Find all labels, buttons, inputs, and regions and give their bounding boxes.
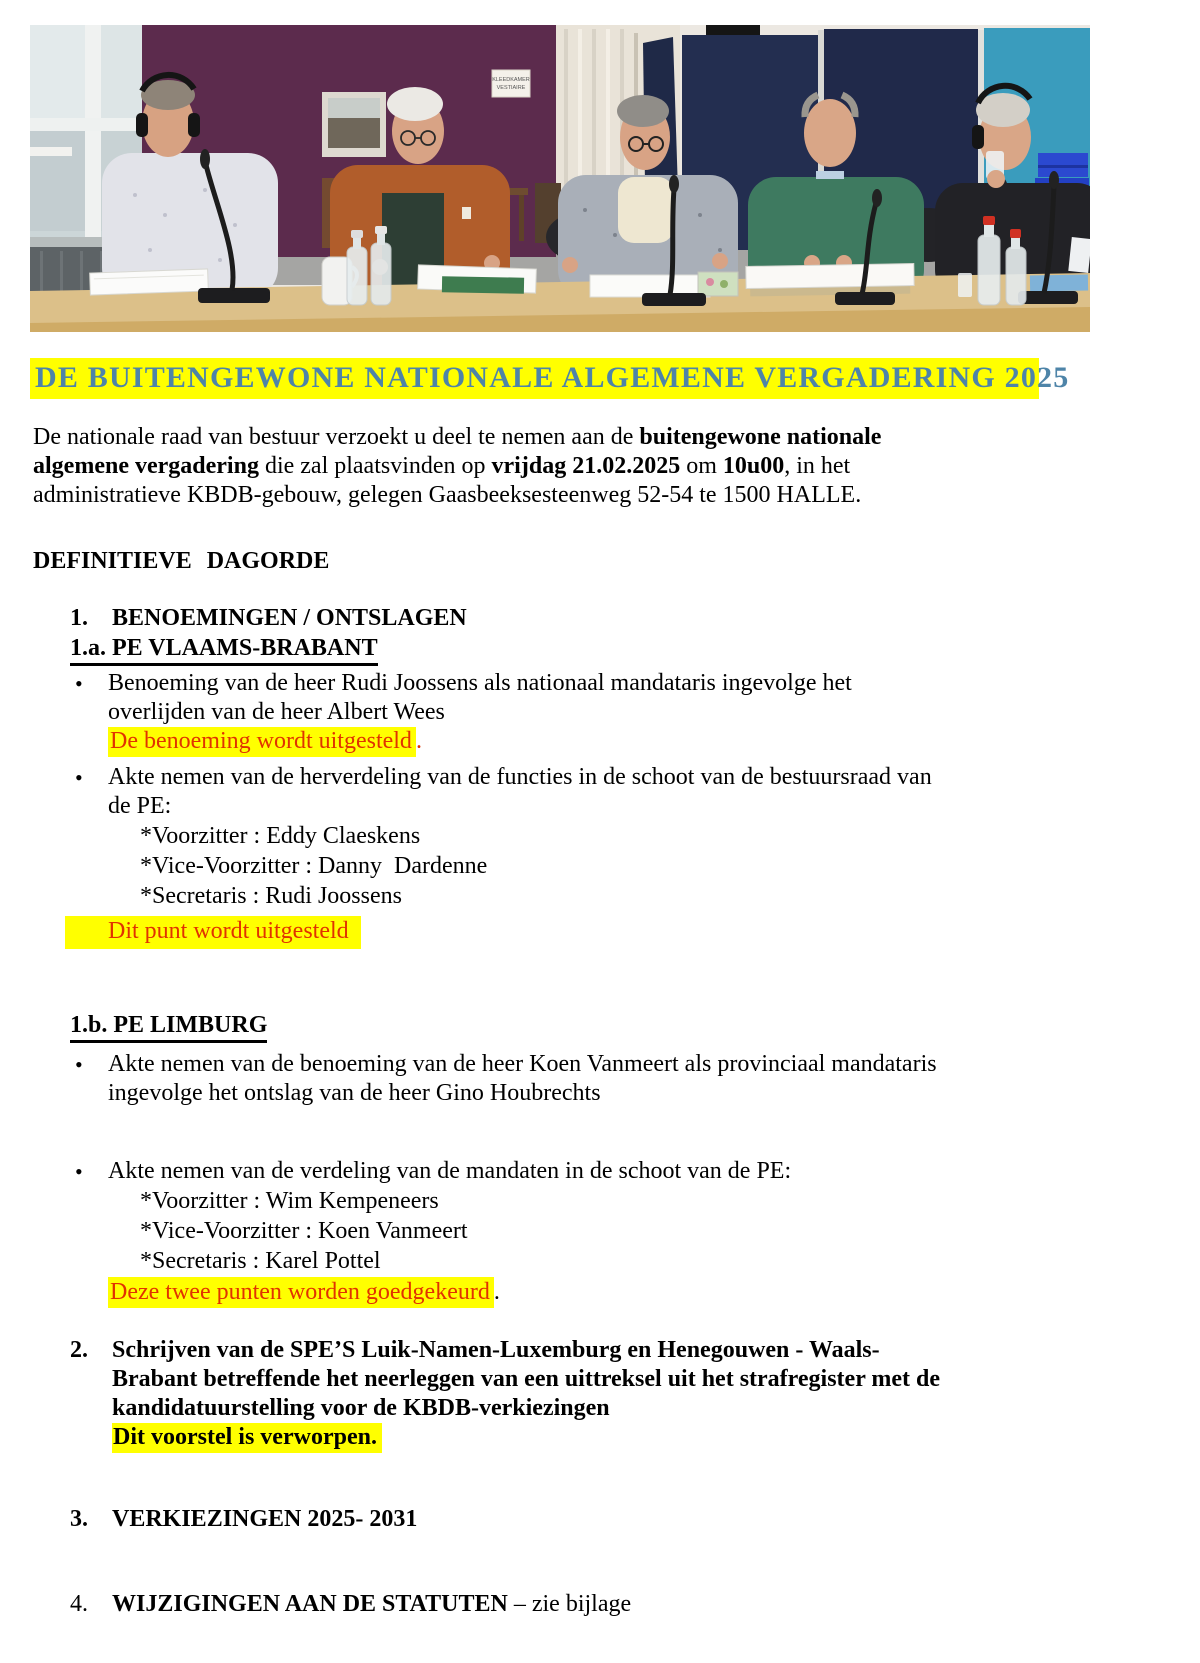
section-heading-1b [70,1011,1170,1043]
item-title: WIJZIGINGEN AAN DE STATUTEN [112,1590,508,1617]
section-heading-1a [70,634,1170,666]
agenda-heading: DEFINITIEVE DAGORDE [33,547,330,574]
intro-line-2 [33,452,1170,481]
agenda-item-2 [70,1336,1170,1453]
decision-highlight-2 [112,1423,940,1453]
decision-text: Dit voorstel is verworpen. [112,1423,382,1453]
intro-text: om [680,452,723,479]
sign-line-1: KLEEDKAMER [492,77,530,83]
agenda-item-1 [70,604,1170,633]
sign-line-2: VESTIAIRE [496,85,526,91]
item-line: Schrijven van de SPE’S Luik-Namen-Luxemburg en Henegouwen - Waals- [112,1336,880,1363]
blue-folder [1030,274,1088,291]
bullet-line: de PE: [108,792,172,819]
intro-line-1 [33,423,1170,452]
decision-highlight-1a [108,727,852,757]
drinking-glass-2 [958,273,972,297]
role-line: *Voorzitter : Wim Kempeneers [140,1187,439,1214]
intro-text: , in het [784,452,851,479]
laptop [1068,237,1090,273]
meeting-date: vrijdag 21.02.2025 [491,452,681,479]
item-number: 4. [70,1590,88,1617]
agenda-item-3 [70,1505,1170,1534]
papers-4 [746,264,914,297]
role-line: *Secretaris : Rudi Joossens [140,882,402,909]
bullet-text [108,1050,937,1108]
bullet-line: ingevolge het ontslag van de heer Gino Houbrechts [108,1079,601,1106]
cloakroom-sign [492,70,530,97]
bullet-icon: • [75,670,83,696]
bullet-text [108,1157,791,1186]
section-heading-text: 1.a. PE VLAAMS-BRABANT [70,634,378,666]
decision-highlight-1b [108,1277,1170,1308]
role-line: *Vice-Voorzitter : Danny Dardenne [140,852,488,879]
item-line: Brabant betreffende het neerleggen van een uittreksel uit het strafregister met de [112,1365,941,1392]
item-text [112,1590,631,1619]
intro-line-3 [33,481,1170,510]
meeting-photo [30,25,1090,332]
item-title: VERKIEZINGEN 2025- 2031 [112,1505,418,1532]
role-line: *Vice-Voorzitter : Koen Vanmeert [140,1217,468,1244]
role-list-1a [140,821,1170,911]
decision-period: . [415,727,422,754]
bullet-item [75,1157,1170,1186]
decision-text: Deze twee punten worden goedgekeurd [108,1277,494,1308]
decision-text: De benoeming wordt uitgesteld [108,727,416,757]
role-line: *Secretaris : Karel Pottel [140,1247,381,1274]
bullet-item [75,763,1170,821]
meeting-address: administratieve KBDB-gebouw, gelegen Gaasbeeksesteenweg 52-54 te 1500 HALLE. [33,481,862,508]
bullet-item [75,669,1170,757]
bullet-line: Benoeming van de heer Rudi Joossens als nationaal mandataris ingevolge het [108,669,852,696]
intro-text: De nationale raad van bestuur verzoekt u deel te nemen aan de [33,423,640,450]
green-folder [442,276,524,293]
decision-text: Dit punt wordt uitgesteld [65,916,361,949]
role-line: *Voorzitter : Eddy Claeskens [140,822,421,849]
decision-period: . [493,1278,500,1305]
bullet-line: Akte nemen van de verdeling van de mandaten in de schoot van de PE: [108,1157,792,1184]
bullet-line: Akte nemen van de herverdeling van de functies in de schoot van de bestuursraad van [108,763,932,790]
page-title: DE BUITENGEWONE NATIONALE ALGEMENE VERGADERING 2025 [30,358,1039,399]
intro-text: die zal plaatsvinden op [258,452,492,479]
bullet-icon: • [75,764,83,790]
item-suffix: – zie bijlage [507,1590,632,1617]
picture-frame [322,92,386,157]
intro-paragraph [33,423,1170,510]
item-text [112,1336,940,1453]
bullet-line: overlijden van de heer Albert Wees [108,698,445,725]
section-heading-text: 1.b. PE LIMBURG [70,1011,267,1043]
bullet-item [75,1050,1170,1108]
item-number: 3. [70,1505,88,1532]
photo-card [698,272,738,296]
bullet-line: Akte nemen van de benoeming van de heer Koen Vanmeert als provinciaal mandataris [108,1050,937,1077]
item-number: 1. [70,604,88,631]
intro-bold: algemene vergadering [33,452,259,479]
item-title: BENOEMINGEN / ONTSLAGEN [112,604,467,631]
item-number: 2. [70,1336,88,1363]
bullet-icon: • [75,1051,83,1077]
bullet-text [108,763,932,821]
papers-1 [90,269,209,295]
role-list-1b [140,1186,1170,1276]
bullet-text [108,669,852,757]
intro-bold: buitengewone nationale [639,423,882,450]
meeting-time: 10u00 [722,452,785,479]
decision-highlight-1a2 [65,916,1170,949]
item-line: kandidatuurstelling voor de KBDB-verkiezingen [112,1394,610,1421]
bullet-icon: • [75,1158,83,1184]
agenda-item-4 [70,1590,1170,1619]
